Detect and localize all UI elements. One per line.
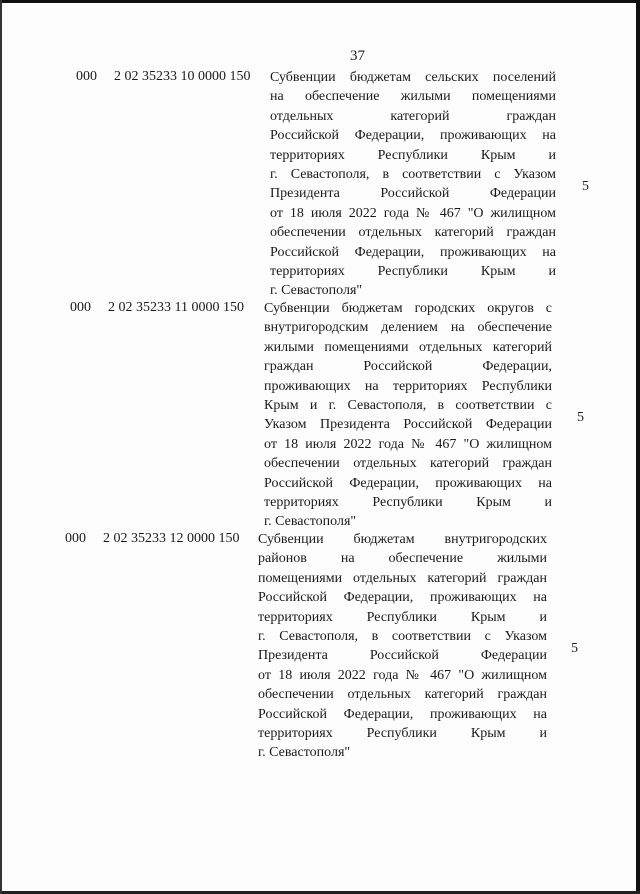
description-line: Крым и г. Севастополя, в соответствии с (264, 398, 552, 414)
description-line: граждан Российской Федерации, (264, 359, 552, 375)
description-line: Российской Федерации, проживающих на (270, 244, 556, 260)
amount-value: 5 (571, 641, 578, 656)
row-description (258, 530, 547, 763)
page-number: 37 (350, 48, 365, 64)
amount-value: 5 (582, 179, 589, 194)
amount-value: 5 (577, 410, 584, 425)
description-line: г. Севастополя" (270, 283, 363, 299)
description-line: обеспечении отдельных категорий граждан (258, 687, 547, 703)
description-line: территориях Республики Крым и (264, 495, 552, 511)
description-line: г. Севастополя, в соответствии с Указом (270, 167, 556, 183)
admin-code: 000 (65, 531, 86, 546)
description-line: Российской Федерации, проживающих на (258, 706, 547, 722)
row-description (270, 68, 556, 301)
description-line: районов на обеспечение жилыми (258, 551, 547, 567)
description-line: от 18 июля 2022 года № 467 "О жилищном (264, 436, 552, 452)
description-line: г. Севастополя, в соответствии с Указом (258, 629, 547, 645)
description-line: внутригородским делением на обеспечение (264, 320, 552, 336)
description-line: территориях Республики Крым и (270, 147, 556, 163)
description-line: Субвенции бюджетам сельских поселений (270, 70, 556, 85)
description-line: помещениями отдельных категорий граждан (258, 570, 547, 586)
row-description (264, 299, 552, 532)
scan-edge-right (636, 0, 640, 894)
description-line: территориях Республики Крым и (258, 726, 547, 742)
description-line: на обеспечение жилыми помещениями (270, 89, 556, 105)
description-line: г. Севастополя" (258, 745, 351, 761)
description-line: Субвенции бюджетам городских округов с (264, 301, 552, 316)
description-line: Президента Российской Федерации (270, 186, 556, 202)
description-line: Субвенции бюджетам внутригородских (258, 532, 547, 547)
description-line: территориях Республики Крым и (258, 609, 547, 625)
description-line: обеспечении отдельных категорий граждан (270, 225, 556, 241)
description-line: отдельных категорий граждан (270, 108, 556, 124)
admin-code: 000 (76, 69, 97, 84)
admin-code: 000 (70, 300, 91, 315)
description-line: г. Севастополя" (264, 514, 357, 530)
description-line: от 18 июля 2022 года № 467 "О жилищном (258, 667, 547, 683)
description-line: обеспечении отдельных категорий граждан (264, 456, 552, 472)
description-line: Указом Президента Российской Федерации (264, 417, 552, 433)
description-line: территориях Республики Крым и (270, 264, 556, 280)
budget-code: 2 02 35233 10 0000 150 (114, 69, 251, 84)
description-line: Президента Российской Федерации (258, 648, 547, 664)
description-line: Российской Федерации, проживающих на (270, 128, 556, 144)
description-line: жилыми помещениями отдельных категорий (264, 339, 552, 355)
scan-edge-left (0, 0, 2, 894)
budget-code: 2 02 35233 12 0000 150 (103, 531, 240, 546)
description-line: Российской Федерации, проживающих на (258, 590, 547, 606)
description-line: проживающих на территориях Республики (264, 378, 552, 394)
budget-code: 2 02 35233 11 0000 150 (108, 300, 244, 315)
description-line: Российской Федерации, проживающих на (264, 475, 552, 491)
description-line: от 18 июля 2022 года № 467 "О жилищном (270, 205, 556, 221)
scan-edge-top (0, 0, 640, 3)
